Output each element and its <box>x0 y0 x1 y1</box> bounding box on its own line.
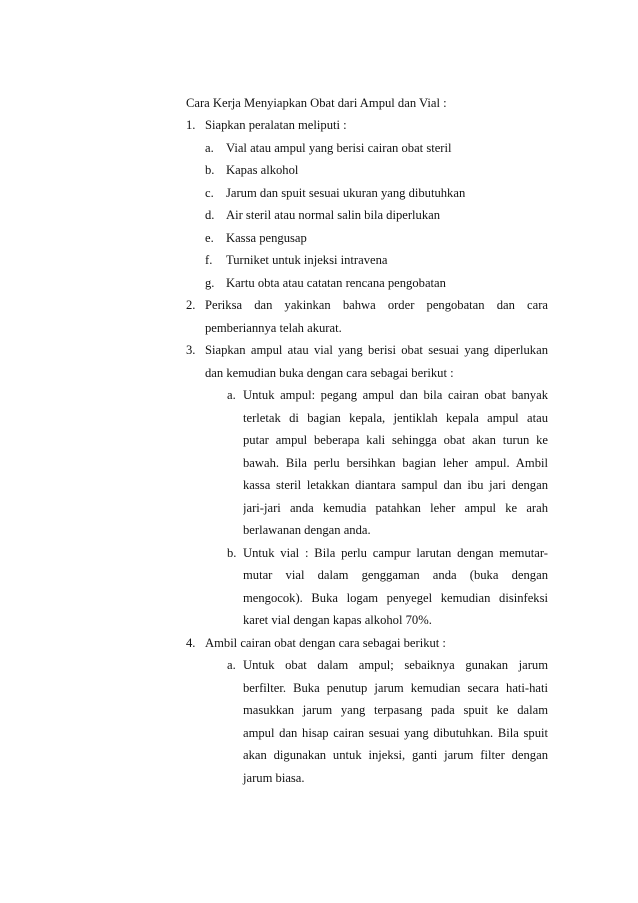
sub-text-line: mengocok). Buka logam penyegel kemudian disinfeksi <box>243 590 548 605</box>
list-number: 1. <box>186 118 196 132</box>
list-text-line: Siapkan ampul atau vial yang berisi obat sesuai yang diperlukan <box>205 343 548 357</box>
list-text-line: dan kemudian buka dengan cara sebagai berikut : <box>205 365 454 380</box>
sub-letter: f. <box>205 253 213 267</box>
sub-item-ampul-filter <box>186 654 548 677</box>
sub-letter: b. <box>205 163 215 177</box>
sub-text-line: berlawanan dengan anda. <box>243 523 371 537</box>
sub-text-line: ampul dan hisap cairan sesuai yang dibutuhkan. Bila spuit <box>243 725 548 740</box>
document-title: Cara Kerja Menyiapkan Obat dari Ampul dan Vial : <box>186 96 447 110</box>
sub-text: Vial atau ampul yang berisi cairan obat steril <box>226 140 452 155</box>
sub-text: Turniket untuk injeksi intravena <box>226 253 388 267</box>
sub-letter: a. <box>227 388 236 402</box>
sub-text-line: karet vial dengan kapas alkohol 70%. <box>243 613 432 627</box>
sub-letter: c. <box>205 185 214 200</box>
sub-text-line: jari-jari anda kemudia patahkan leher ampul ke arah <box>243 500 548 515</box>
list-text-line: Periksa dan yakinkan bahwa order pengobatan dan cara <box>205 298 548 312</box>
sub-item <box>186 159 548 182</box>
sub-text-line: masukkan jarum yang terpasang pada spuit ke dalam <box>243 703 548 717</box>
sub-text-line: Untuk vial : Bila perlu campur larutan dengan memutar- <box>243 545 548 560</box>
list-item-2 <box>186 294 548 317</box>
sub-text: Kartu obta atau catatan rencana pengobatan <box>226 275 446 290</box>
sub-item <box>186 227 548 250</box>
sub-item-vial <box>186 542 548 565</box>
sub-letter: a. <box>205 140 214 155</box>
list-number: 2. <box>186 298 196 312</box>
list-text: Ambil cairan obat dengan cara sebagai berikut : <box>205 635 446 650</box>
sub-text-line: akan digunakan untuk injeksi, ganti jarum filter dengan <box>243 748 548 762</box>
sub-text-line: Untuk ampul: pegang ampul dan bila cairan obat banyak <box>243 388 548 402</box>
list-item-4 <box>186 632 548 655</box>
sub-text-line: bawah. Bila perlu bersihkan bagian leher ampul. Ambil <box>243 455 548 470</box>
sub-letter: b. <box>227 545 237 560</box>
list-item-3 <box>186 339 548 362</box>
sub-text-line: jarum biasa. <box>243 770 305 785</box>
list-item-1 <box>186 114 548 789</box>
sub-text-line: Untuk obat dalam ampul; sebaiknya gunakan jarum <box>243 658 548 672</box>
sub-text: Air steril atau normal salin bila diperlukan <box>226 208 441 222</box>
sub-item <box>186 182 548 205</box>
sub-text: Kassa pengusap <box>226 230 307 245</box>
sub-text-line: berfilter. Buka penutup jarum kemudian secara hati-hati <box>243 680 548 695</box>
sub-text: Jarum dan spuit sesuai ukuran yang dibutuhkan <box>226 185 466 200</box>
sub-text-line: terletak di bagian kepala, jentiklah kepala ampul atau <box>243 410 548 425</box>
sub-item <box>186 137 548 160</box>
sub-text-line: putar ampul beberapa kali sehingga obat akan turun ke <box>243 433 548 447</box>
sub-item <box>186 272 548 295</box>
list-number: 4. <box>186 635 196 650</box>
list-text-line: pemberiannya telah akurat. <box>205 320 342 335</box>
sub-letter: g. <box>205 275 215 290</box>
sub-letter: d. <box>205 208 215 222</box>
sub-letter: e. <box>205 230 214 245</box>
sub-item <box>186 204 548 227</box>
sub-text-line: kassa steril letakkan diantara sampul dan ibu jari dengan <box>243 478 548 492</box>
sub-text-line: mutar vial dalam genggaman anda (buka dengan <box>243 568 548 582</box>
list-text: Siapkan peralatan meliputi : <box>205 118 347 132</box>
sub-text: Kapas alkohol <box>226 163 299 177</box>
list-number: 3. <box>186 343 196 357</box>
sub-item-ampul <box>186 384 548 407</box>
sub-item <box>186 249 548 272</box>
sub-letter: a. <box>227 658 236 672</box>
